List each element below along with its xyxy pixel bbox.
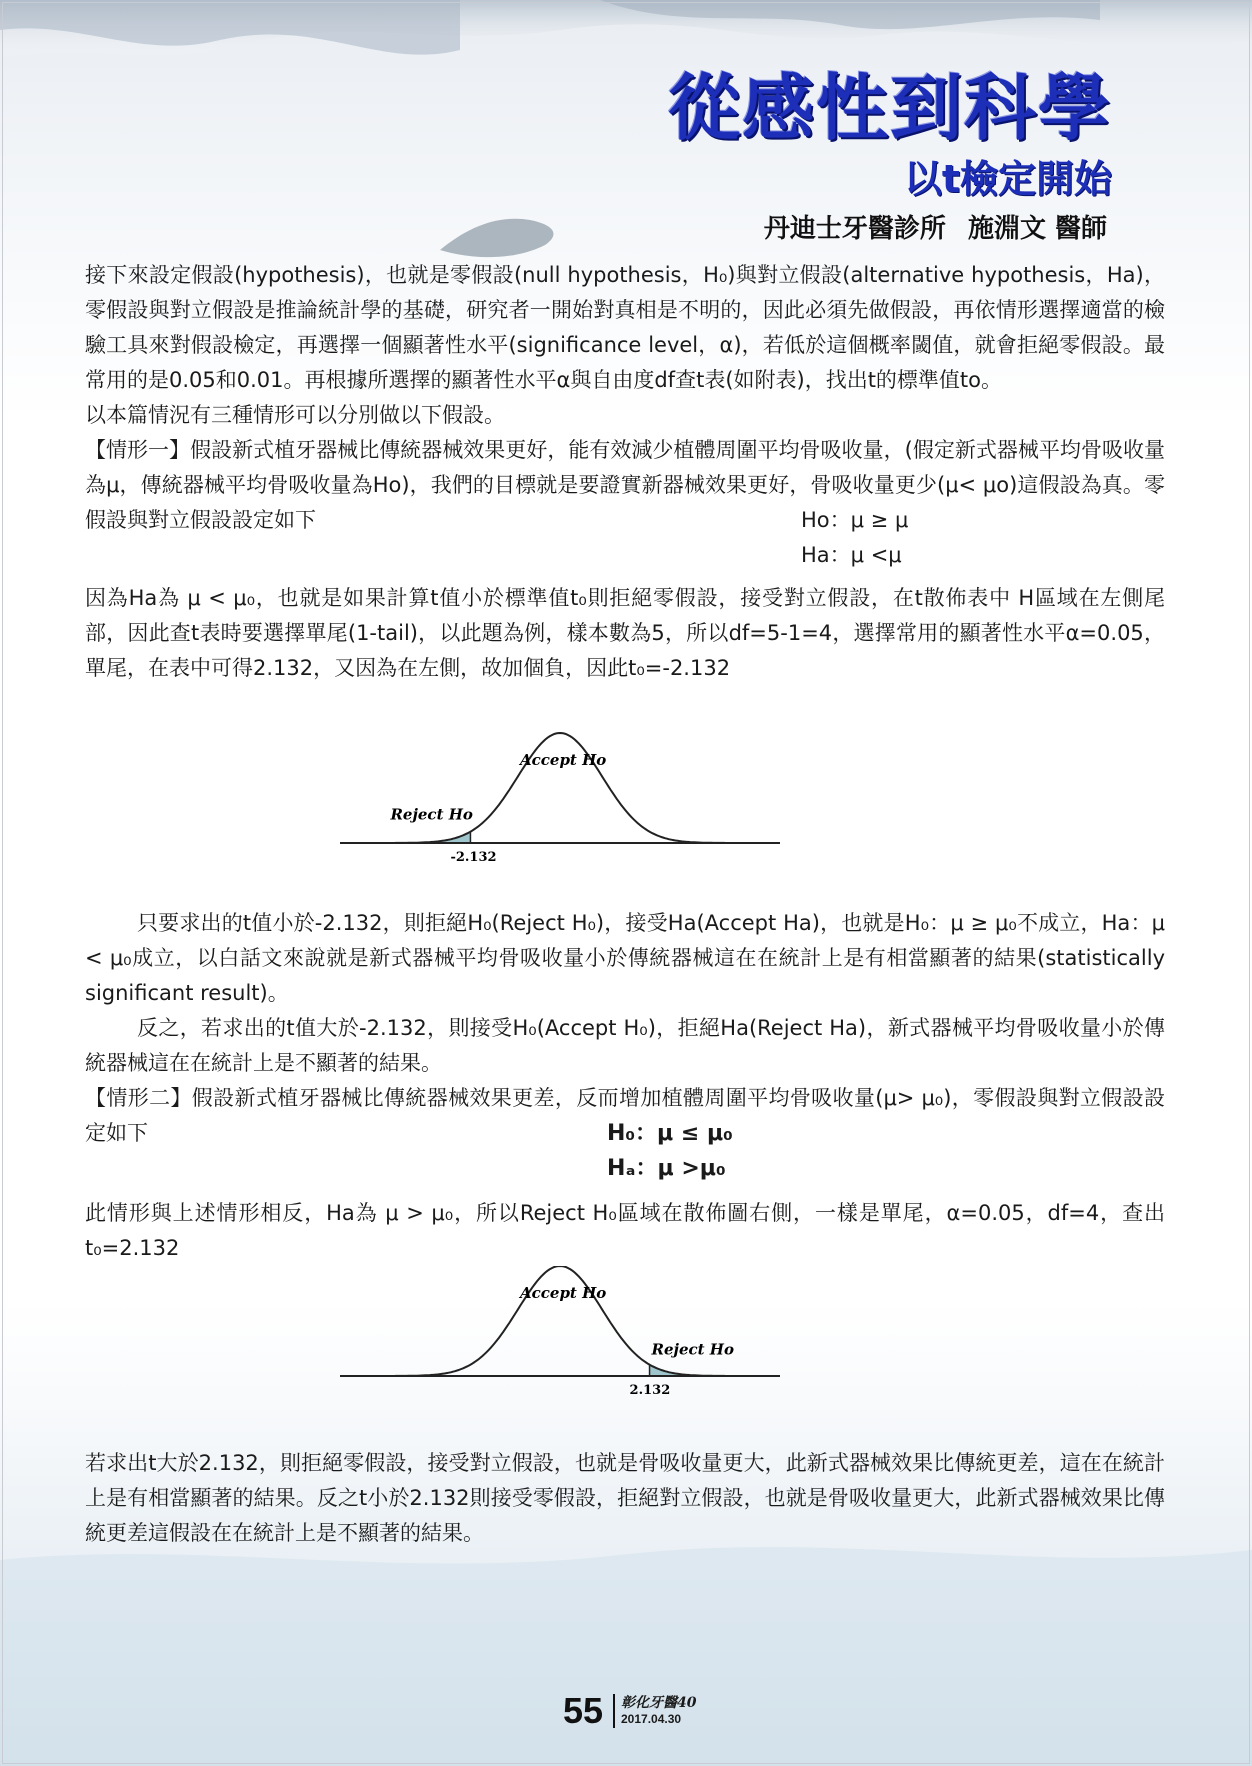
paragraph-three-cases: 以本篇情況有三種情形可以分別做以下假設。: [85, 403, 505, 427]
case-two-ha: Hₐ：μ >μ₀: [607, 1156, 726, 1181]
paragraph-case-one: 【情形一】假設新式植牙器械比傳統器械效果更好，能有效減少植體周圍平均骨吸收量，(假定新式器械平均骨吸收量為μ，傳統器械平均骨吸收量為Ho)，我們的目標就是要證實新器械效果更好，骨吸收量更少(μ< μo)這假設為真。零假設與對立假設設定如下: [85, 438, 1165, 532]
paragraph-accept-rule: 反之，若求出的t值大於-2.132，則接受H₀(Accept H₀)，拒絕Ha(Reject Ha)，新式器械平均骨吸收量小於傳統器械這在在統計上是不顯著的結果。: [85, 1016, 1165, 1075]
right-critical-tick-label: 2.132: [629, 1383, 671, 1398]
footer-date: 2017.04.30: [621, 1712, 682, 1726]
left-curve: [350, 733, 770, 843]
footer-brand: 彰化牙醫40: [621, 1695, 697, 1711]
left-reject-label: Reject Ho: [390, 805, 473, 824]
right-curve: [350, 1266, 770, 1376]
left-accept-label: Accept Ho: [520, 751, 607, 769]
paragraph-case-two: 【情形二】假設新式植牙器械比傳統器械效果更差，反而增加植體周圍平均骨吸收量(μ> μ₀)，零假設與對立假設設定如下: [85, 1086, 1165, 1145]
page-title: 從感性到科學: [667, 66, 1112, 150]
case-one-hypothesis-ha-row: [85, 508, 1165, 573]
page-number: 55: [563, 1690, 604, 1731]
case-one-h0: Ho：μ ≥ μ: [801, 508, 909, 532]
article-body: [85, 258, 1165, 1551]
footer-divider: [613, 1694, 615, 1728]
author-name: 施淵文 醫師: [967, 214, 1107, 244]
case-two-h0: H₀：μ ≤ μ₀: [607, 1121, 733, 1146]
page-subtitle: 以t檢定開始: [903, 157, 1112, 201]
left-tail-shaded-area: [350, 832, 471, 843]
t-distribution-right-tail-chart: [85, 1266, 1165, 1406]
right-tail-shaded-area: [650, 1365, 771, 1376]
paragraph-hypothesis-intro: 接下來設定假設(hypothesis)，也就是零假設(null hypothesis，H₀)與對立假設(alternative hypothesis，Ha)，零假設與對立假設是推論統計學的基礎，研究者一開始對真相是不明的，因此必須先做假設，再依情形選擇適當的檢驗工具來對假設檢定，再選擇一個顯著性水平(significance level，α)，若低於這個概率閾值，就會拒絕零假設。最常用的是0.05和0.01。再根據所選擇的顯著性水平α與自由度df查t表(如附表)，找出t的標準值to。: [85, 263, 1165, 392]
right-accept-label: Accept Ho: [520, 1284, 607, 1302]
paragraph-reject-rule: 只要求出的t值小於-2.132，則拒絕H₀(Reject H₀)，接受Ha(Accept Ha)，也就是H₀：μ ≥ μ₀不成立，Ha：μ < μ₀成立，以白話文來說就是新式器械平均骨吸收量小於傳統器械這在在統計上是有相當顯著的結果(statistically significant result)。: [85, 911, 1165, 1005]
right-reject-label: Reject Ho: [651, 1340, 734, 1359]
case-two-hypothesis-ha-row: [85, 1121, 1165, 1186]
left-critical-tick-label: -2.132: [450, 850, 497, 865]
author-clinic: 丹迪士牙醫診所: [763, 214, 946, 244]
case-one-ha: Ha：μ <μ: [801, 543, 902, 567]
t-distribution-left-tail-chart: [85, 718, 1165, 868]
paragraph-case-one-explanation: 因為Ha為 μ < μ₀，也就是如果計算t值小於標準值t₀則拒絕零假設，接受對立假設，在t散佈表中 H區域在左側尾部，因此查t表時要選擇單尾(1-tail)，以此題為例，樣本數為5，所以df=5-1=4，選擇常用的顯著性水平α=0.05，單尾，在表中可得2.132，又因為在左側，故加個負，因此t₀=-2.132: [85, 586, 1165, 680]
author-line: [764, 208, 1107, 245]
paragraph-case-two-explanation: 此情形與上述情形相反，Ha為 μ > μ₀，所以Reject H₀區域在散佈圖右側，一樣是單尾，α=0.05，df=4，查出t₀=2.132: [85, 1201, 1165, 1260]
paragraph-conclusion: 若求出t大於2.132，則拒絕零假設，接受對立假設，也就是骨吸收量更大，此新式器械效果比傳統更差，這在在統計上是有相當顯著的結果。反之t小於2.132則接受零假設，拒絕對立假設，也就是骨吸收量更大，此新式器械效果比傳統更差這假設在在統計上是不顯著的結果。: [85, 1451, 1165, 1545]
